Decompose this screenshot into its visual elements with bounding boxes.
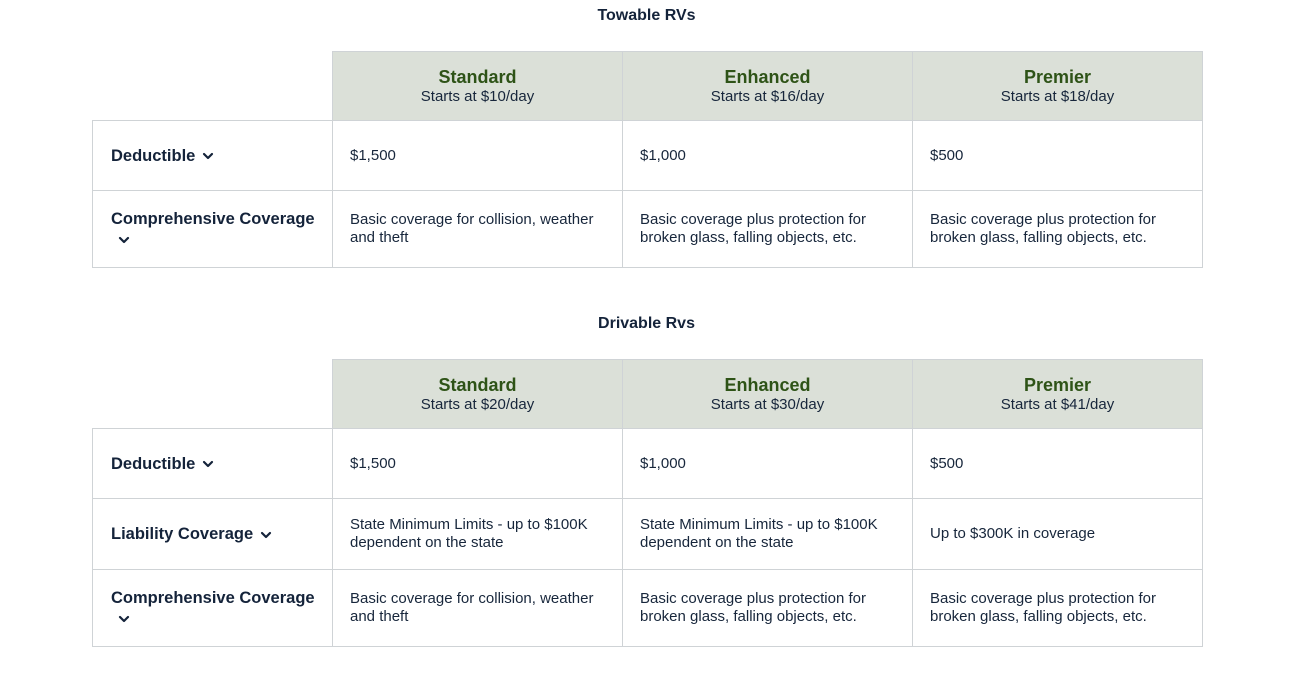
- row-label-text: Comprehensive Coverage: [111, 589, 315, 607]
- plan-price: Starts at $18/day: [1000, 88, 1115, 105]
- chevron-down-icon[interactable]: [117, 233, 131, 247]
- table-row: [93, 121, 1203, 191]
- drivable-comparison-table: [92, 359, 1203, 647]
- table-cell: $1,000: [623, 429, 913, 499]
- table-cell: $500: [913, 121, 1203, 191]
- table-cell: Basic coverage plus protection for broken glass, falling objects, etc.: [913, 191, 1203, 268]
- plan-price: Starts at $41/day: [1000, 396, 1115, 413]
- table-row: [93, 429, 1203, 499]
- row-label-comprehensive-coverage[interactable]: [93, 191, 333, 268]
- table-cell: Basic coverage for collision, weather and theft: [333, 570, 623, 647]
- plan-price: Starts at $10/day: [420, 88, 535, 105]
- section-title-drivable: Drivable Rvs: [598, 315, 695, 332]
- row-label-text: Deductible: [111, 146, 196, 165]
- plan-price: Starts at $30/day: [710, 396, 825, 413]
- row-label-text: Liability Coverage: [111, 525, 254, 543]
- row-label-deductible[interactable]: [93, 121, 333, 191]
- table-cell: Basic coverage plus protection for broken glass, falling objects, etc.: [623, 191, 913, 268]
- table-cell: Basic coverage for collision, weather and theft: [333, 191, 623, 268]
- plan-header-premier: [913, 52, 1203, 121]
- towable-comparison-table: [92, 51, 1203, 268]
- plan-header-standard: [333, 360, 623, 429]
- row-label-comprehensive-coverage[interactable]: [93, 570, 333, 647]
- plan-header-premier: [913, 360, 1203, 429]
- table-cell: State Minimum Limits - up to $100K dependent on the state: [623, 499, 913, 570]
- row-label-text: Deductible: [111, 454, 196, 473]
- plan-name: Standard: [438, 375, 517, 395]
- chevron-down-icon[interactable]: [259, 528, 273, 542]
- plan-name: Premier: [1023, 375, 1092, 395]
- table-cell: State Minimum Limits - up to $100K dependent on the state: [333, 499, 623, 570]
- table-cell: $1,500: [333, 429, 623, 499]
- table-corner: [93, 360, 333, 429]
- plan-name: Standard: [438, 67, 517, 87]
- table-cell: Up to $300K in coverage: [913, 499, 1203, 570]
- plan-name: Premier: [1023, 67, 1092, 87]
- chevron-down-icon[interactable]: [201, 457, 215, 471]
- chevron-down-icon[interactable]: [201, 149, 215, 163]
- row-label-text: Comprehensive Coverage: [111, 210, 315, 228]
- chevron-down-icon[interactable]: [117, 612, 131, 626]
- plan-name: Enhanced: [724, 375, 811, 395]
- plan-price: Starts at $16/day: [710, 88, 825, 105]
- table-row: [93, 499, 1203, 570]
- table-cell: $500: [913, 429, 1203, 499]
- table-cell: $1,500: [333, 121, 623, 191]
- plan-header-enhanced: [623, 360, 913, 429]
- table-corner: [93, 52, 333, 121]
- plan-header-enhanced: [623, 52, 913, 121]
- plan-price: Starts at $20/day: [420, 396, 535, 413]
- table-row: [93, 191, 1203, 268]
- plan-name: Enhanced: [724, 67, 811, 87]
- table-cell: Basic coverage plus protection for broken glass, falling objects, etc.: [623, 570, 913, 647]
- row-label-deductible[interactable]: [93, 429, 333, 499]
- table-cell: Basic coverage plus protection for broken glass, falling objects, etc.: [913, 570, 1203, 647]
- table-row: [93, 570, 1203, 647]
- section-title-towable: Towable RVs: [597, 7, 696, 24]
- plan-header-standard: [333, 52, 623, 121]
- row-label-liability-coverage[interactable]: [93, 499, 333, 570]
- table-cell: $1,000: [623, 121, 913, 191]
